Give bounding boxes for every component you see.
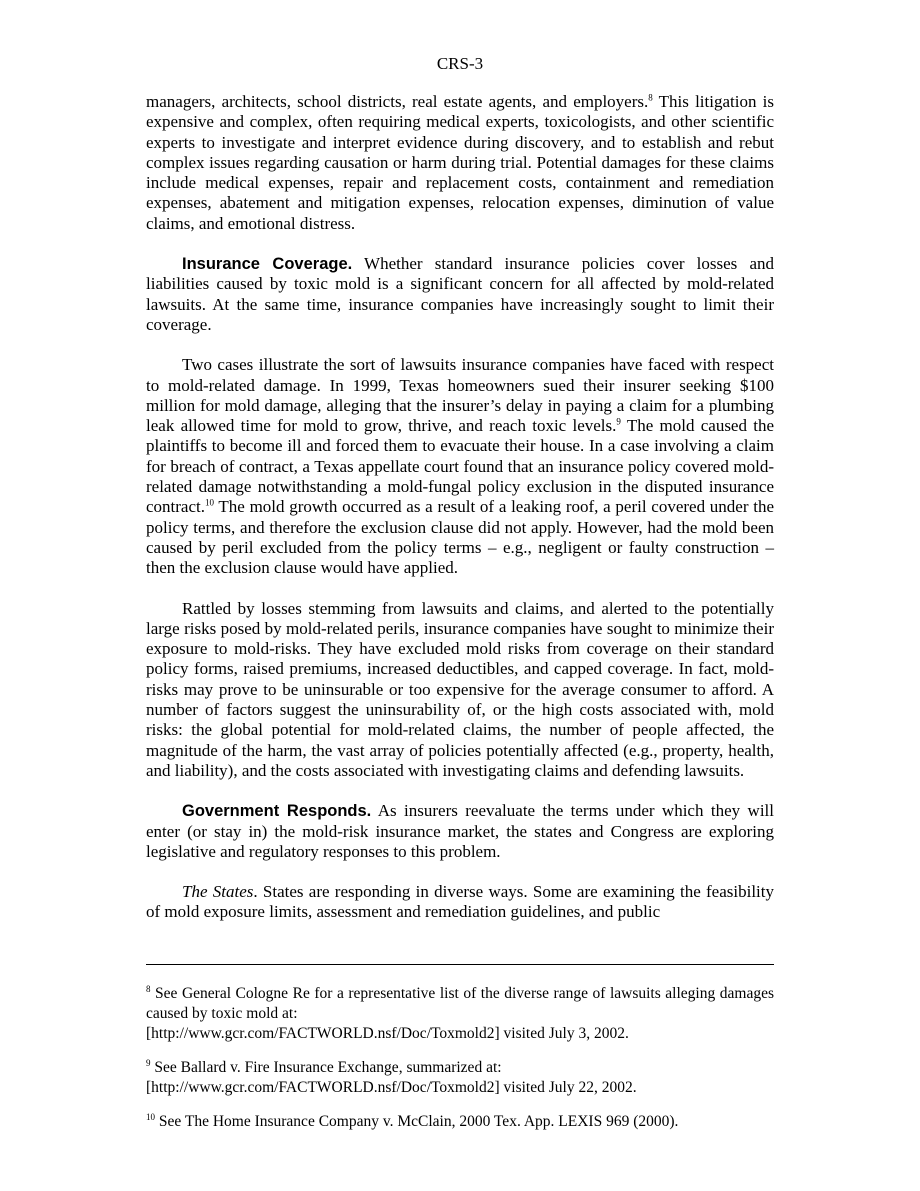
footnote-number: 9 <box>146 1057 151 1068</box>
paragraph-text: Whether standard insurance policies cover losses and liabilities caused by toxic mold is a significant concern for all affected by mold-related lawsuits. At the same time, insurance companies have increasingly sought to limit their coverage. <box>146 254 774 334</box>
paragraph-two-cases <box>146 355 774 578</box>
paragraph-text: As insurers reevaluate the terms under which they will enter (or stay in) the mold-risk insurance market, the states and Congress are exploring legislative and regulatory responses to this problem. <box>146 801 774 861</box>
footnote-ref-10[interactable]: 10 <box>205 497 214 508</box>
footnote-9 <box>146 1058 774 1098</box>
paragraph-text: The mold caused the plaintiffs to become ill and forced them to evacuate their house. In a case involving a claim for breach of contract, a Texas appellate court found that an insurance policy covered mold-related damage notwithstanding a mold-fungal policy exclusion in the disputed insurance contract. <box>146 416 775 517</box>
footnotes-section <box>146 984 774 1146</box>
paragraph-insurance-coverage <box>146 254 774 335</box>
section-heading-government-responds: Government Responds. <box>182 802 372 821</box>
subsection-lead-the-states: The States <box>182 882 254 902</box>
footnote-divider <box>146 964 774 965</box>
footnote-number: 10 <box>146 1111 155 1122</box>
paragraph-text: . States are responding in diverse ways. Some are examining the feasibility of mold exposure limits, assessment and remediation guidelines, and public <box>146 882 774 922</box>
paragraph-text: managers, architects, school districts, real estate agents, and employers. <box>146 92 649 111</box>
page-number: CRS-3 <box>436 54 484 73</box>
footnote-10 <box>146 1112 774 1132</box>
section-heading-insurance-coverage: Insurance Coverage. <box>182 255 353 274</box>
paragraph-text: The mold growth occurred as a result of a leaking roof, a peril covered under the policy terms, and therefore the exclusion clause did not apply. However, had the mold been caused by peril excluded from the policy terms – e.g., negligent or faulty construction – then the exclusion clause would have applied. <box>146 497 774 578</box>
paragraph-text: Two cases illustrate the sort of lawsuits insurance companies have faced with respect to mold-related damage. In 1999, Texas homeowners sued their insurer seeking $100 million for mold damage, alleging that the insurer’s delay in paying a claim for a plumbing leak allowed time for mold to grow, thrive, and reach toxic levels. <box>146 355 774 436</box>
paragraph-government-responds <box>146 801 774 862</box>
footnote-text: See General Cologne Re for a representative list of the diverse range of lawsuits alleging damages caused by toxic mold at: <box>146 985 774 1022</box>
footnote-ref-8[interactable]: 8 <box>648 92 653 103</box>
paragraph-the-states <box>146 882 774 923</box>
footnote-number: 8 <box>146 983 151 994</box>
footnote-ref-9[interactable]: 9 <box>616 416 621 427</box>
paragraph-text: This litigation is expensive and complex, often requiring medical experts, toxicologists, and other scientific experts to investigate and interpret evidence during discovery, and to establish and rebut complex issues regarding causation or harm during trial. Potential damages for these claims include medical expenses, repair and replacement costs, containment and remediation expenses, abatement and mitigation expenses, relocation expenses, diminution of value claims, and emotional distress. <box>146 92 774 233</box>
footnote-text: See The Home Insurance Company v. McClain, 2000 Tex. App. LEXIS 969 (2000). <box>155 1113 679 1130</box>
document-page <box>146 52 774 943</box>
footnote-url-line: [http://www.gcr.com/FACTWORLD.nsf/Doc/Toxmold2] visited July 22, 2002. <box>146 1079 637 1096</box>
footnote-text: See Ballard v. Fire Insurance Exchange, summarized at: <box>150 1059 502 1076</box>
paragraph-litigation <box>146 92 774 234</box>
footnote-url-line: [http://www.gcr.com/FACTWORLD.nsf/Doc/Toxmold2] visited July 3, 2002. <box>146 1025 629 1042</box>
footnote-8 <box>146 984 774 1044</box>
paragraph-text: Rattled by losses stemming from lawsuits and claims, and alerted to the potentially large risks posed by mold-related perils, insurance companies have sought to minimize their exposure to mold-risks. They have excluded mold risks from coverage on their standard policy forms, raised premiums, increased deductibles, and capped coverage. In fact, mold-risks may prove to be uninsurable or too expensive for the average consumer to afford. A number of factors suggest the uninsurability of, or the high costs associated with, mold risks: the global potential for mold-related claims, the number of people affected, the magnitude of the harm, the vast array of policies potentially affected (e.g., property, health, and liability), and the costs associated with investigating claims and defending lawsuits. <box>146 598 774 780</box>
paragraph-rattled-by-losses <box>146 599 774 782</box>
